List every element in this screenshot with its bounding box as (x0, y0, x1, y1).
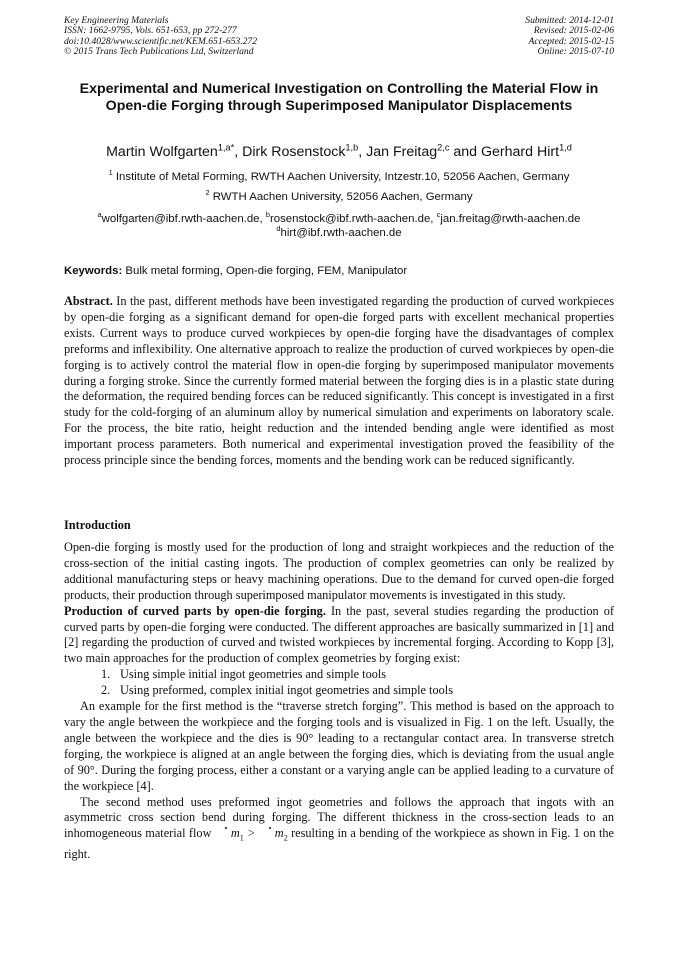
author: Martin Wolfgarten$^{1,a*}$, (106, 142, 243, 160)
intro-paragraph: An example for the first method is the “traverse stretch forging”. This method is based on the approach to vary the angle between the workpiece and the forging tools and is visualized in Fig. 1 on the left. Usually, the angle between the workpiece and the dies is 90° leading to a rectangular contact area. In transverse stretch forging, the workpiece is aligned at an angle between the forging dies, which is deviating from the usual angle of 90°. During the forging process, either a constant or a varying angle can be applied leading to a curvature of the workpiece [4]. (64, 699, 614, 793)
introduction-body (64, 540, 614, 863)
keywords-label: Keywords: (64, 265, 123, 277)
online-date: Online: 2015-07-10 (537, 46, 614, 58)
method-list (64, 667, 614, 699)
author-emails: $^a$wolfgarten@ibf.rwth-aachen.de, $^b$rosenstock@ibf.rwth-aachen.de, $^c$jan.freitag@rwth-aachen.de $^d$hirt@ibf.rwth-aachen.de (97, 210, 581, 239)
paper-title: Experimental and Numerical Investigation on Controlling the Material Flow in Open-die Forging through Superimposed Manipulator Displacements (79, 81, 599, 114)
accepted-date: Accepted: 2015-02-15 (528, 35, 614, 47)
doi-line: doi:10.4028/www.scientific.net/KEM.651-653.272 (64, 35, 258, 47)
abstract-text: In the past, different methods have been investigated regarding the production of curved workpieces by open-die forging as a significant demand for open-die forged parts with excellent mechanical properties exists. Current ways to produce curved workpieces by open-die forging have the disadvantages of complex preforms and inflexibility. One alternative approach to realize the production of curved workpieces by open-die forging is to actively control the material flow in open-die forging by superimposed manipulator movements during a forging stroke. Since the currently formed material between the forging dies is in a plastic state during the deformation, the required bending forces can be reduced significantly. This concept is investigated in a first study for the cold-forging of an aluminum alloy by numerical simulation and experiments on laboratory scale. For the process, the bite ratio, height reduction and the intended bending angle were identified as most important process parameters. Both numerical and experimental investigation proved the feasibility of the process principle since the bending forces, moments and the bending work can be reduced significantly. (64, 294, 614, 468)
copyright-line: © 2015 Trans Tech Publications Ltd, Switzerland (64, 46, 254, 58)
email-link[interactable]: wolfgarten@ibf.rwth-aachen.de, (101, 213, 266, 225)
submitted-date: Submitted: 2014-12-01 (525, 15, 614, 26)
journal-header (64, 16, 257, 58)
list-item: 2. Using preformed, complex initial ingot geometries and simple tools (101, 683, 453, 698)
email-link[interactable]: jan.freitag@rwth-aachen.de (440, 213, 581, 225)
list-item: 1. Using simple initial ingot geometries and simple tools (101, 667, 387, 682)
dates-header (525, 16, 614, 58)
subsection-label: Production of curved parts by open-die forging. (64, 603, 326, 618)
mass-flow-inequality: $m_1 > m_2$ (215, 826, 288, 840)
email-link[interactable]: rosenstock@ibf.rwth-aachen.de, (269, 213, 437, 225)
intro-paragraph: Production of curved parts by open-die forging. In the past, several studies regarding the production of curved parts by open-die forging were conducted. The different approaches are basically summarized in [1] and [2] regarding the production of curved and twisted workpieces by incremental forging. According to Kopp [3], two main approaches for the production of complex geometries by forging exist: (64, 603, 614, 666)
author: Dirk Rosenstock$^{1,b}$, (242, 142, 367, 160)
abstract-label: Abstract. (64, 294, 113, 308)
keywords-text: Bulk metal forming, Open-die forging, FEM, Manipulator (125, 265, 408, 277)
revised-date: Revised: 2015-02-06 (533, 25, 614, 37)
author: Gerhard Hirt$^{1,d}$ (481, 142, 572, 160)
issn-line: ISSN: 1662-9795, Vols. 651-653, pp 272-277 (64, 25, 237, 37)
affiliation-2: $^2$ RWTH Aachen University, 52056 Aachen, Germany (205, 188, 473, 203)
journal-name: Key Engineering Materials (64, 15, 169, 26)
intro-paragraph: Open-die forging is mostly used for the production of long and straight workpieces and the reduction of the cross-section of the initial casting ingots. The production of complex geometries can only be realized by additional manufacturing steps or heavy machining operations. Due to the demand for curved open-die forged products, their production through superimposed manipulator movements is investigated in this study. (64, 540, 614, 602)
abstract (64, 294, 614, 469)
author-list (40, 144, 638, 161)
introduction-heading: Introduction (64, 518, 131, 532)
keywords (64, 265, 407, 277)
author: Jan Freitag$^{2,c}$ and (366, 142, 481, 160)
email-link[interactable]: hirt@ibf.rwth-aachen.de (280, 227, 402, 239)
intro-paragraph: The second method uses preformed ingot geometries and follows the approach that ingots with an asymmetric cross section bend during forging. The different thickness in the cross-section leads to an inhomogeneous material flow $m_1 > m_2$ resulting in a bending of the workpiece as shown in Fig. 1 on the right. (64, 794, 615, 861)
affiliation-1: $^1$ Institute of Metal Forming, RWTH Aachen University, Intzestr.10, 52056 Aachen, Germany (108, 168, 570, 183)
